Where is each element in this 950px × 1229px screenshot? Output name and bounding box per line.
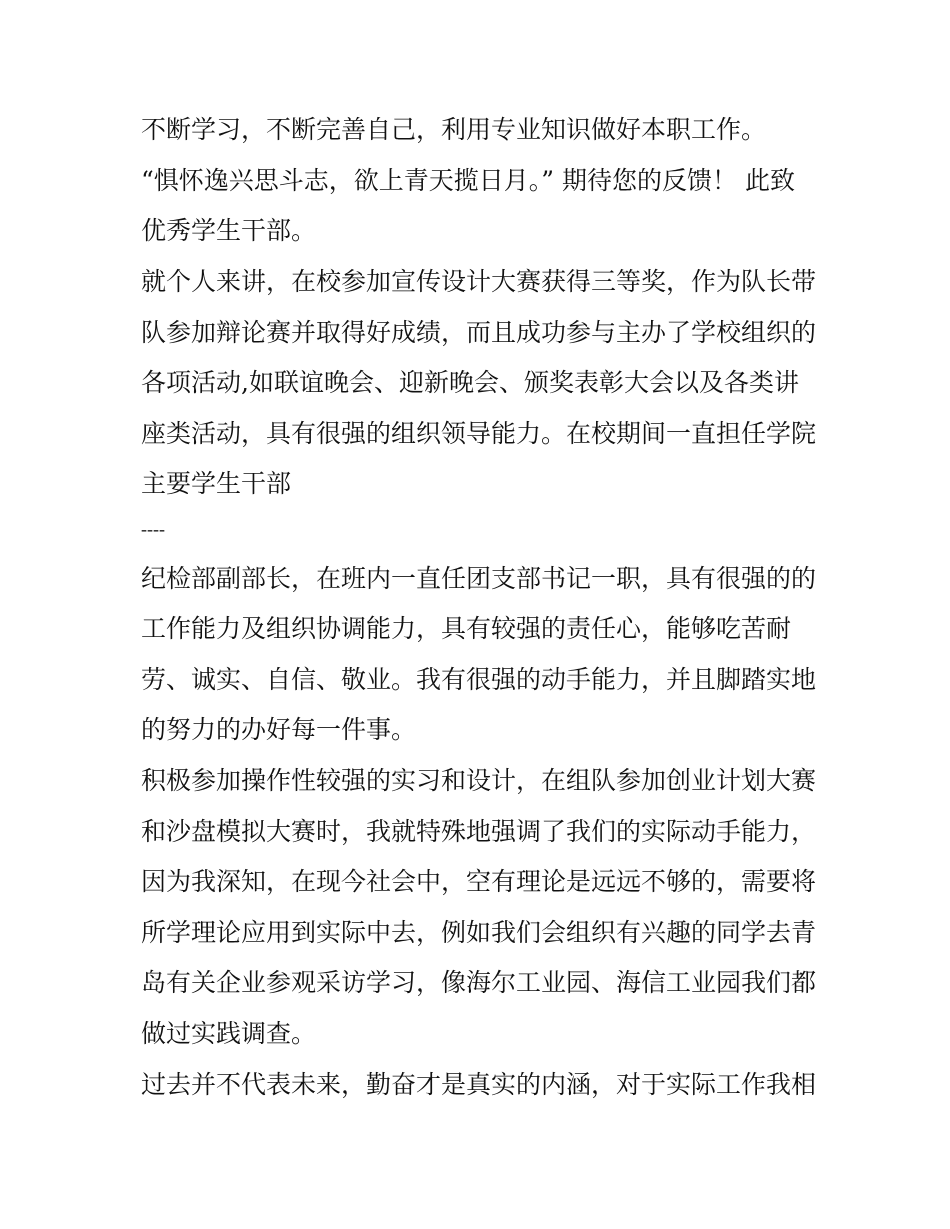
text-line-17: 岛有关企业参观采访学习，像海尔工业园、海信工业园我们都: [141, 968, 817, 997]
text-line-9: 纪检部副部长，在班内一直任团支部书记一职，具有很强的的: [141, 564, 817, 593]
text-line-12: 的努力的办好每一件事。: [141, 715, 417, 744]
text-line-11: 劳、诚实、自信、敬业。我有很强的动手能力，并且脚踏实地: [141, 665, 817, 694]
text-line-19: 过去并不代表未来，勤奋才是真实的内涵，对于实际工作我相: [141, 1070, 817, 1099]
text-line-3: 优秀学生干部。: [141, 216, 317, 245]
text-line-5: 队参加辩论赛并取得好成绩，而且成功参与主办了学校组织的: [141, 318, 817, 347]
text-line-16: 所学理论应用到实际中去，例如我们会组织有兴趣的同学去青: [141, 918, 817, 947]
text-line-14: 和沙盘模拟大赛时，我就特殊地强调了我们的实际动手能力，: [141, 817, 817, 846]
text-line-4: 就个人来讲，在校参加宣传设计大赛获得三等奖，作为队长带: [141, 267, 817, 296]
text-line-13: 积极参加操作性较强的实习和设计，在组队参加创业计划大赛: [141, 766, 817, 795]
text-line-10: 工作能力及组织协调能力，具有较强的责任心，能够吃苦耐: [141, 614, 792, 643]
text-line-15: 因为我深知，在现今社会中，空有理论是远远不够的，需要将: [141, 867, 817, 896]
text-line-18: 做过实践调查。: [141, 1019, 317, 1048]
text-line-6: 各项活动,如联谊晚会、迎新晚会、颁奖表彰大会以及各类讲: [141, 368, 799, 397]
text-line-8: 主要学生干部: [141, 469, 292, 498]
text-line-1: 不断学习，不断完善自己，利用专业知识做好本职工作。: [141, 115, 767, 144]
text-line-7: 座类活动，具有很强的组织领导能力。在校期间一直担任学院: [141, 419, 817, 448]
text-line-2: “惧怀逸兴思斗志，欲上青天揽日月。” 期待您的反馈！ 此致: [141, 166, 795, 195]
separator-dashes: ----: [141, 519, 165, 539]
